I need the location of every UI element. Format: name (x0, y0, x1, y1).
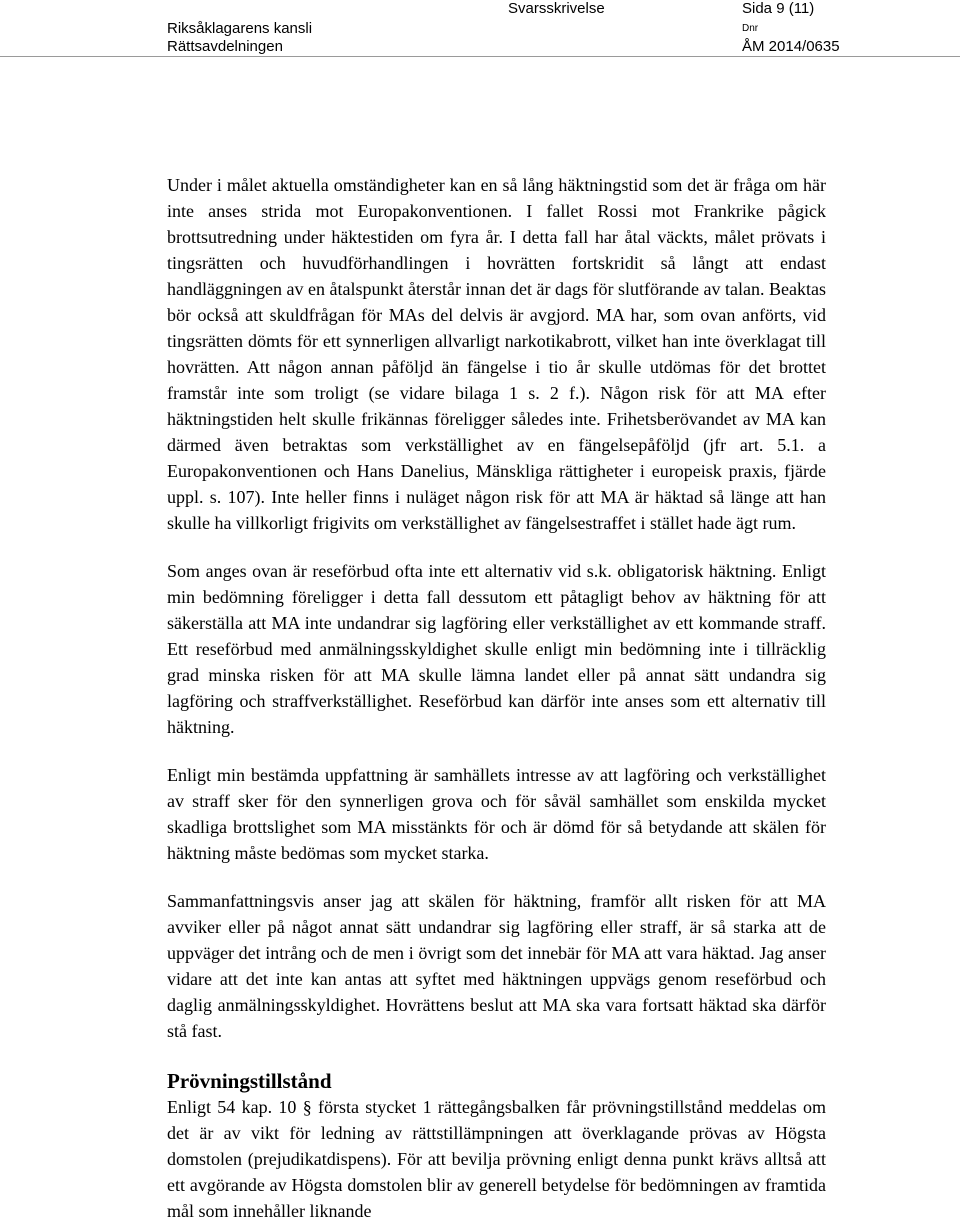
department-name: Rättsavdelningen (167, 38, 283, 55)
paragraph-travel-ban: Som anges ovan är reseförbud ofta inte ett alternativ vid s.k. obligatorisk häktning. Enligt min bedömning föreligger i detta fall dessutom ett påtagligt behov av häktning för att säkerställa att MA inte undandrar sig lagföring eller verkställighet av ett kommande straff. Ett reseförbud med anmälningsskyldighet skulle enligt min bedömning inte i tillräcklig grad minska risken för att MA skulle lämna landet eller på annat sätt undandra sig lagföring och straffverkställighet. Reseförbud kan därför inte anses som ett alternativ till häktning. (167, 561, 826, 737)
dnr-label: Dnr (742, 23, 759, 34)
authority-name: Riksåklagarens kansli (167, 20, 313, 37)
paragraph-summary: Sammanfattningsvis anser jag att skälen för häktning, framför allt risken för att MA avviker eller på något annat sätt undandrar sig lagföring eller straff, är så starka att de uppväger det intrång och de men i övrigt som det innebär för MA att vara häktad. Jag anser vidare att det inte kan antas att syftet med häktningen uppvägs genom reseförbud och daglig anmälningsskyldighet. Hovrättens beslut att MA ska vara fortsatt häktad ska därför stå fast. (167, 891, 826, 1041)
paragraph-leave-to-appeal: Enligt 54 kap. 10 § första stycket 1 rättegångsbalken får prövningstillstånd meddelas om det är av vikt för ledning av rättstillämpningen att överklagande prövas av Högsta domstolen (prejudikatdispens). För att bevilja prövning enligt denna punkt krävs alltså att ett avgörande av Högsta domstolen blir av generell betydelse för bedömningen av framtida mål som innehåller liknande (167, 1097, 826, 1221)
document-type: Svarsskrivelse (508, 0, 605, 17)
page-header (0, 0, 960, 58)
paragraph-detention-duration: Under i målet aktuella omständigheter kan en så lång häktningstid som det är fråga om här inte anses strida mot Europakonventionen. I fallet Rossi mot Frankrike pågick brottsutredning under häktestiden om fyra år. I detta fall har åtal väckts, målet prövats i tingsrätten och huvudförhandlingen i hovrätten fortskridit så långt att endast handläggningen av en åtalspunkt återstår innan det är dags för slutförande av talan. Beaktas bör också att skuldfrågan för MAs del delvis är avgjord. MA har, som ovan anförts, vid tingsrätten dömts för ett synnerligen allvarligt narkotikabrott, vilket han inte överklagat till hovrätten. Att någon annan påföljd än fängelse i tio år skulle utdömas för det brottet framstår inte som troligt (se vidare bilaga 1 s. 2 f.). Någon risk för att MA efter häktningstiden helt skulle frikännas föreligger således inte. Frihetsberövandet av MA kan därmed även betraktas som verkställighet av en fängelsepåföljd (jfr art. 5.1. a Europakonventionen och Hans Danelius, Mänskliga rättigheter i europeisk praxis, fjärde uppl. s. 107). Inte heller finns i nuläget någon risk för att MA är häktad så länge att han skulle ha villkorligt frigivits om verkställighet av fängelsestraffet i stället hade ägt rum. (167, 175, 826, 533)
header-divider (0, 56, 960, 57)
section-heading: Prövningstillstånd (167, 1069, 332, 1093)
paragraph-public-interest: Enligt min bestämda uppfattning är samhällets intresse av att lagföring och verkställighet av straff sker för den synnerligen grova och för såväl samhället som enskilda mycket skadliga brottslighet som MA misstänkts för och är dömd för så betydande att skälen för häktning måste bedömas som mycket starka. (167, 765, 826, 863)
page-number: Sida 9 (11) (742, 0, 815, 17)
document-body (167, 172, 826, 1224)
dnr-value: ÅM 2014/0635 (742, 38, 840, 55)
